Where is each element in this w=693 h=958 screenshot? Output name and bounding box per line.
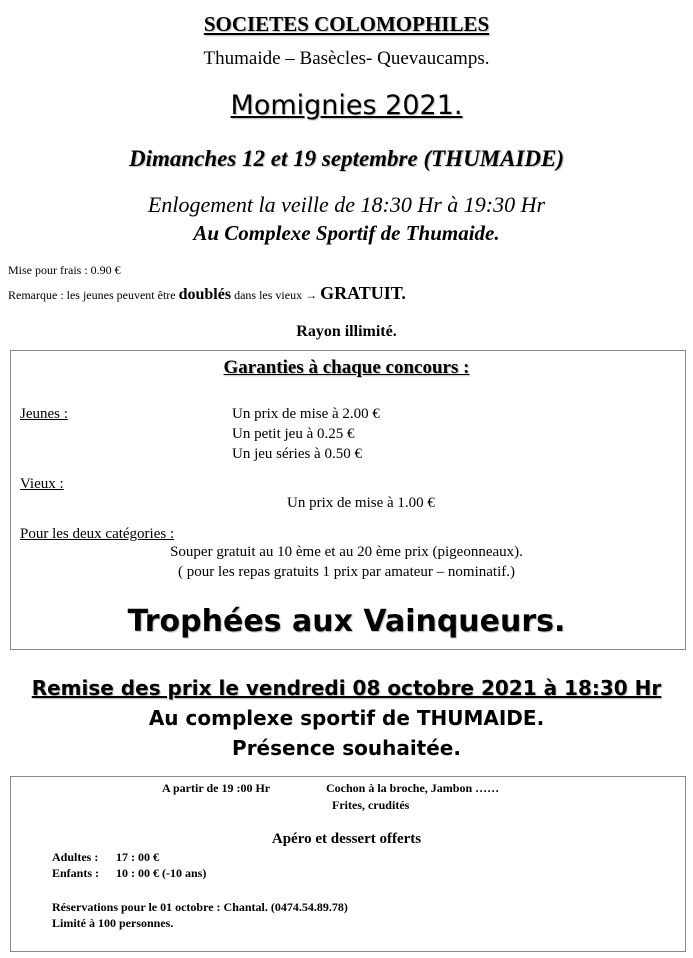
dinner-menu: Cochon à la broche, Jambon ……	[326, 781, 500, 795]
ceremony-location: Au complexe sportif de THUMAIDE.	[148, 706, 545, 730]
children-price: 10 : 00 € (-10 ans)	[116, 866, 207, 880]
remarque-bold: doublés	[178, 286, 232, 303]
dinner-time: A partir de 19 :00 Hr	[162, 781, 271, 795]
event-dates: Dimanches 12 et 19 septembre (THUMAIDE)	[128, 146, 565, 171]
towns-subtitle: Thumaide – Basècles- Quevaucamps.	[203, 48, 490, 69]
both-categories-label: Pour les deux catégories :	[20, 526, 175, 542]
vieux-label: Vieux :	[20, 476, 64, 492]
gratuit-label: GRATUIT.	[320, 283, 406, 303]
enlogement-location: Au Complexe Sportif de Thumaide.	[193, 221, 500, 245]
dinner-offered: Apéro et dessert offerts	[271, 831, 422, 847]
dinner-menu-sides: Frites, crudités	[332, 798, 410, 812]
rayon-illimite: Rayon illimité.	[296, 323, 397, 340]
remarque-prefix: Remarque : les jeunes peuvent être	[8, 288, 179, 302]
adults-price: 17 : 00 €	[116, 850, 159, 864]
enlogement-hours: Enlogement la veille de 18:30 Hr à 19:30 Hr	[147, 192, 546, 217]
ceremony-presence: Présence souhaitée.	[232, 736, 461, 760]
remarque	[8, 283, 406, 304]
adults-label: Adultes :	[52, 850, 99, 864]
guarantees-title: Garanties à chaque concours :	[223, 357, 470, 378]
org-title: SOCIETES COLOMOPHILES	[203, 12, 490, 36]
capacity-limit: Limité à 100 personnes.	[52, 916, 174, 930]
event-title: Momignies 2021.	[230, 90, 463, 121]
vieux-item: Un prix de mise à 1.00 €	[287, 495, 435, 511]
jeunes-item: Un petit jeu à 0.25 €	[232, 426, 355, 442]
both-categories-line: Souper gratuit au 10 ème et au 20 ème prix (pigeonneaux).	[170, 544, 523, 560]
jeunes-label: Jeunes :	[20, 406, 68, 422]
ceremony-date: Remise des prix le vendredi 08 octobre 2021 à 18:30 Hr	[31, 676, 662, 700]
children-label: Enfants :	[52, 866, 100, 880]
jeunes-item: Un jeu séries à 0.50 €	[232, 446, 362, 462]
remarque-suffix: dans les vieux →	[231, 288, 321, 302]
trophies-heading: Trophées aux Vainqueurs.	[127, 604, 566, 639]
mise-frais: Mise pour frais : 0.90 €	[8, 263, 121, 277]
both-categories-note: ( pour les repas gratuits 1 prix par amateur – nominatif.)	[178, 564, 515, 580]
jeunes-item: Un prix de mise à 2.00 €	[232, 406, 380, 422]
reservation-info: Réservations pour le 01 octobre : Chantal. (0474.54.89.78)	[52, 900, 348, 914]
